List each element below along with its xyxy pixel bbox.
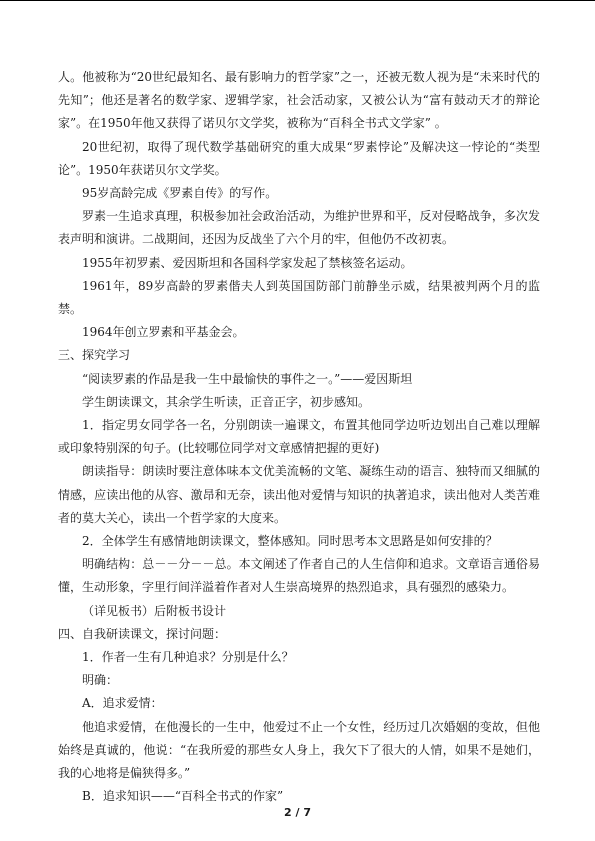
paragraph-3: 95岁高龄完成《罗素自传》的写作。 <box>82 186 278 201</box>
paragraph-4: 罗素一生追求真理，积极参加社会政治活动，为维护世界和平，反对侵略战争，多次发表声明和演讲。二战期间，还因为反战坐了六个月的牢，但他仍不改初衷。 <box>58 209 540 247</box>
paragraph-5: 1955年初罗素、爱因斯坦和各国科学家发起了禁核签名运动。 <box>82 255 413 270</box>
section-heading-3: 三、探究学习 <box>58 348 131 363</box>
paragraph-board-note: （详见板书）后附板书设计 <box>82 603 227 618</box>
question-1: 1．作者一生有几种追求？分别是什么？ <box>82 650 294 665</box>
list-item-2: 2．全体学生有感情地朗读课文，整体感知。同时思考本文思路是如何安排的？ <box>82 534 498 549</box>
quote-einstein: “阅读罗素的作品是我一生中最愉快的事件之一。”——爱因斯坦 <box>82 371 413 386</box>
paragraph-2: 20世纪初，取得了现代数学基础研究的重大成果“罗素悖论”及解决这一悖论的“类型论”。1950年获诺贝尔文学奖。 <box>58 139 540 177</box>
list-item-1: 1．指定男女同学各一名，分别朗读一遍课文，布置其他同学边听边划出自己难以理解或印象特别深的句子。(比较哪位同学对文章感情把握的更好) <box>58 418 540 456</box>
subheading-b: B．追求知识——“百科全书式的作家” <box>82 789 284 804</box>
paragraph-structure: 明确结构：总－－分－－总。本文阐述了作者自己的人生信仰和追求。文章语言通俗易懂，生动形象，字里行间洋溢着作者对人生崇高境界的热烈追求，具有强烈的感染力。 <box>58 557 540 595</box>
top-rule <box>0 0 595 1</box>
answer-label: 明确： <box>82 673 119 688</box>
paragraph-6: 1961年，89岁高龄的罗素偕夫人到英国国防部门前静坐示威，结果被判两个月的监禁。 <box>58 278 540 317</box>
paragraph-reading-guide: 朗读指导：朗读时要注意体味本文优美流畅的文笔、凝练生动的语言、独特而又细腻的情感，应读出他的从容、激昂和无奈，读出他对爱情与知识的执著追求，读出他对人类苦难者的莫大关心，读出一个哲学家的大度来。 <box>58 464 540 525</box>
paragraph-1: 人。他被称为“20世纪最知名、最有影响力的哲学家”之一，还被无数人视为是“未来时代的先知”；他还是著名的数学家、逻辑学家，社会活动家，又被公认为“富有鼓动天才的辩论家”。在1950年他又获得了诺贝尔文学奖，被称为“百科全书式文学家” 。 <box>58 70 540 131</box>
paragraph-reading: 学生朗读课文，其余学生听读，正音正字，初步感知。 <box>82 394 371 409</box>
paragraph-7: 1964年创立罗素和平基金会。 <box>82 325 245 340</box>
subheading-a: A．追求爱情： <box>82 696 163 711</box>
paragraph-love: 他追求爱情，在他漫长的一生中，他爱过不止一个女性，经历过几次婚姻的变故，但他始终是真诚的，他说：“在我所爱的那些女人身上，我欠下了很大的人情，如果不是她们，我的心地将是偏狭得多。” <box>58 719 540 781</box>
page-number: 2 / 7 <box>284 806 311 819</box>
document-body <box>58 66 540 809</box>
section-heading-4: 四、自我研读课文，探讨问题： <box>58 626 227 641</box>
